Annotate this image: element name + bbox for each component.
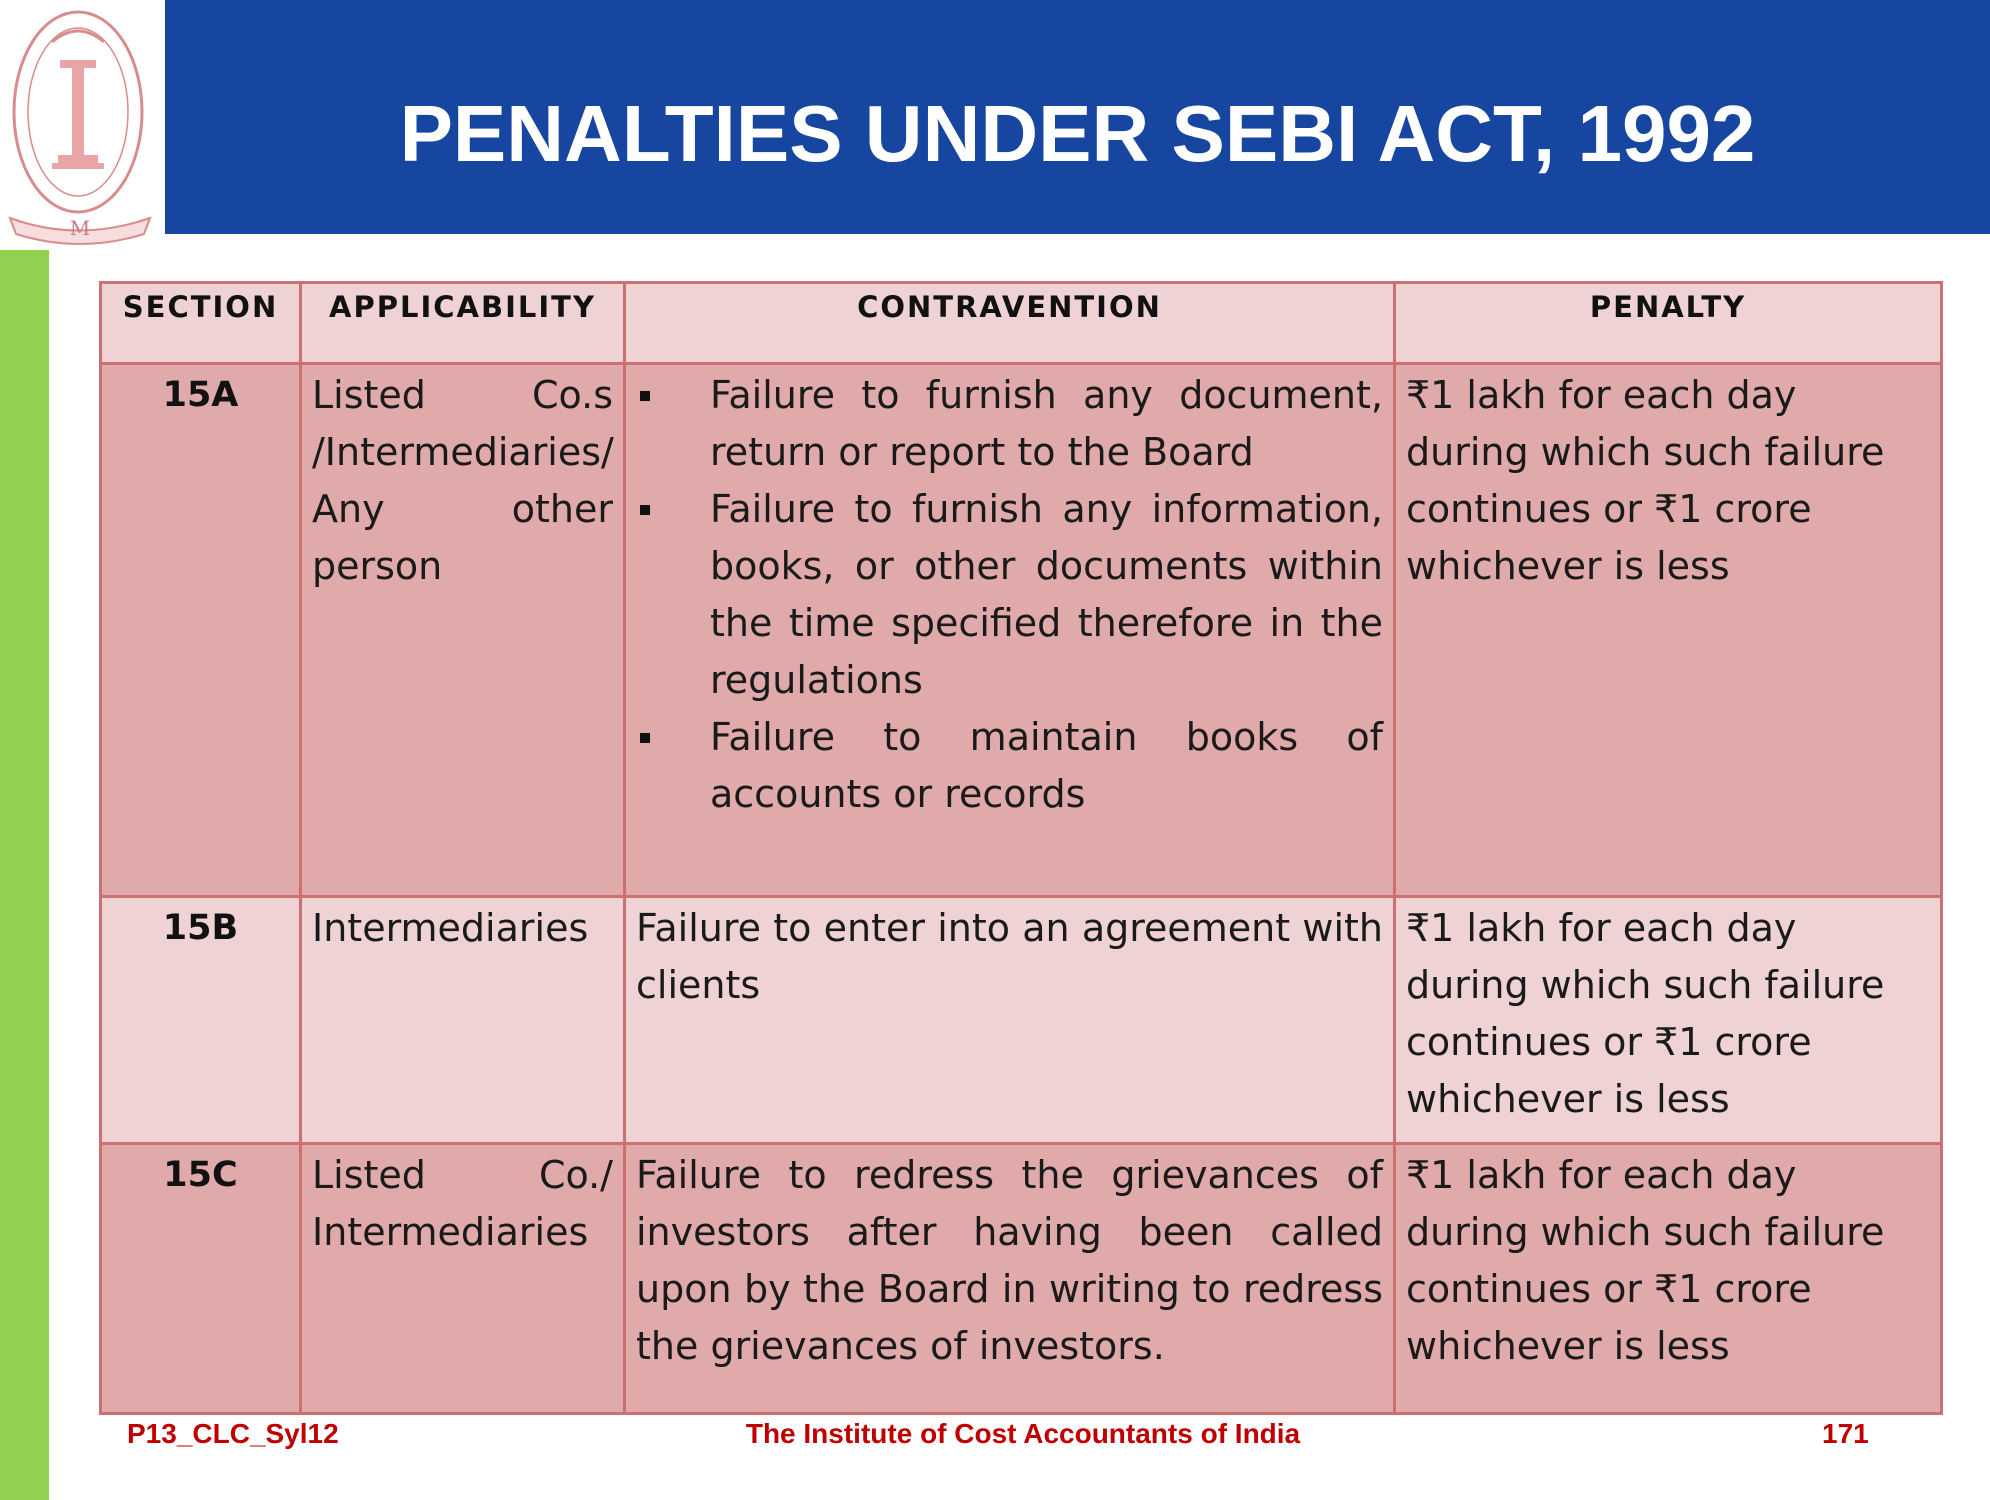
svg-text:M: M: [69, 216, 91, 240]
penalty-cell: ₹1 lakh for each day during which such failure continues or ₹1 crore whichever is less: [1395, 897, 1942, 1144]
list-item-text: Failure to furnish any information, books, or other documents within the time specified therefore in the regulations: [710, 487, 1383, 702]
bullet-square-icon: [640, 733, 650, 743]
contravention-list: [636, 367, 1383, 823]
list-item-text: Failure to maintain books of accounts or records: [710, 715, 1383, 816]
contravention-cell: Failure to enter into an agreement with clients: [625, 897, 1395, 1144]
list-item: [636, 481, 1383, 709]
bullet-square-icon: [640, 505, 650, 515]
penalty-cell: ₹1 lakh for each day during which such failure continues or ₹1 crore whichever is less: [1395, 364, 1942, 897]
table-row: [101, 364, 1942, 897]
accent-bar: [0, 250, 49, 1500]
contravention-cell: [625, 364, 1395, 897]
footer-code: P13_CLC_Syl12: [127, 1418, 339, 1449]
table-row: [101, 1144, 1942, 1414]
contravention-cell: Failure to redress the grievances of investors after having been called upon by the Board in writing to redress the grievances of investors.: [625, 1144, 1395, 1414]
list-item: [636, 709, 1383, 823]
page-number: 171: [1822, 1418, 1869, 1449]
applicability-cell: Intermediaries: [301, 897, 625, 1144]
institute-logo: [0, 0, 165, 245]
footer-institute: The Institute of Cost Accountants of India: [745, 1418, 1301, 1449]
list-item-text: Failure to furnish any document, return or report to the Board: [710, 373, 1383, 474]
section-cell: 15A: [101, 364, 301, 897]
column-header-contravention: CONTRAVENTION: [625, 283, 1395, 364]
penalty-cell: ₹1 lakh for each day during which such failure continues or ₹1 crore whichever is less: [1395, 1144, 1942, 1414]
column-header-penalty: PENALTY: [1395, 283, 1942, 364]
bullet-square-icon: [640, 391, 650, 401]
applicability-cell: Listed Co.s /Intermediaries/ Any other person: [301, 364, 625, 897]
column-header-section: SECTION: [101, 283, 301, 364]
section-cell: 15B: [101, 897, 301, 1144]
logo-emblem-icon: [0, 0, 165, 245]
column-header-applicability: APPLICABILITY: [301, 283, 625, 364]
list-item: [636, 367, 1383, 481]
applicability-cell: Listed Co./ Intermediaries: [301, 1144, 625, 1414]
penalties-table: [99, 281, 1943, 1415]
table-header-row: [101, 283, 1942, 364]
section-cell: 15C: [101, 1144, 301, 1414]
page-title: PENALTIES UNDER SEBI ACT, 1992: [399, 89, 1756, 178]
table-row: [101, 897, 1942, 1144]
title-banner: [165, 0, 1990, 234]
